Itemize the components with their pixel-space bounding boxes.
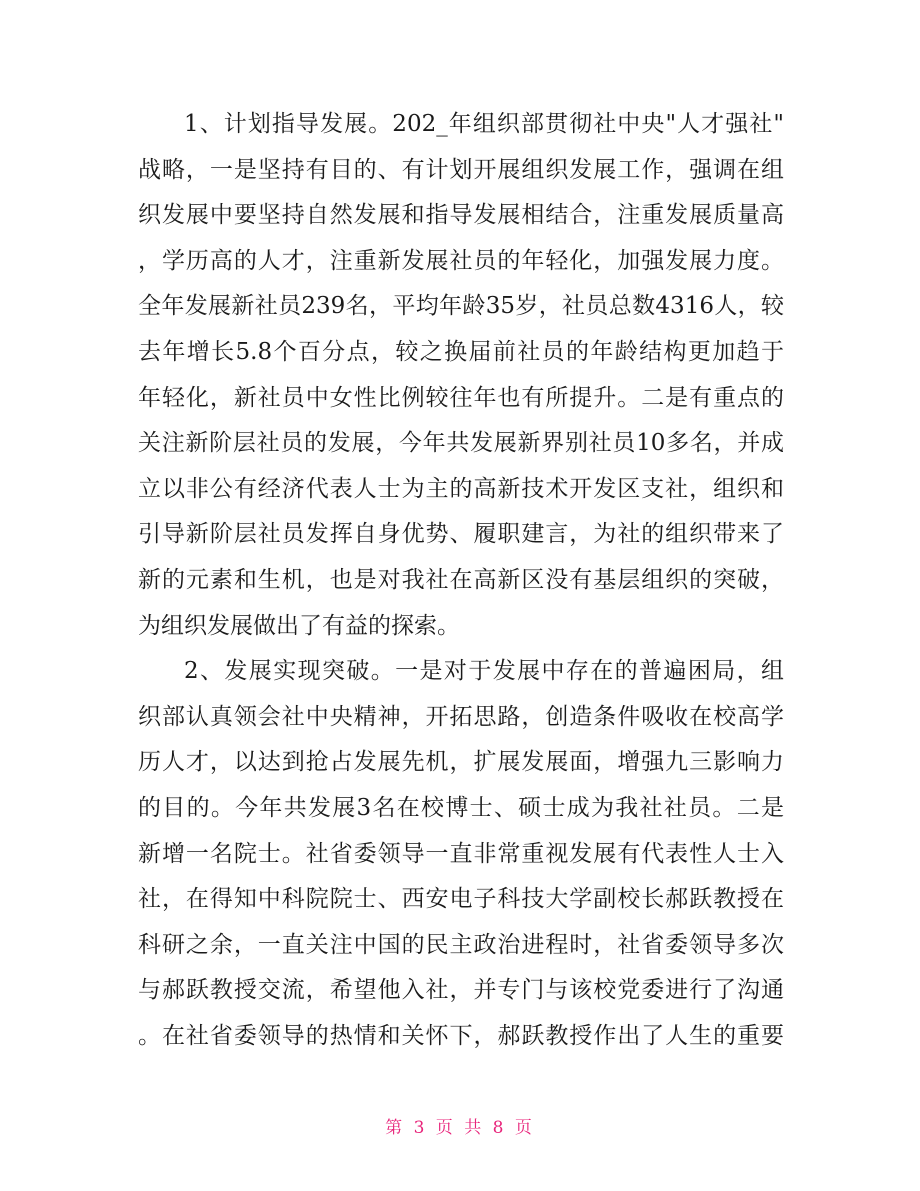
text-line: 织部认真领会社中央精神，开拓思路，创造条件吸收在校高学 — [138, 703, 784, 730]
text-line: 的目的。今年共发展3名在校博士、硕士成为我社社员。二是 — [138, 794, 784, 821]
paragraph-2 — [138, 649, 784, 1059]
text-line: 战略，一是坚持有目的、有计划开展组织发展工作，强调在组 — [138, 156, 784, 183]
body-text — [138, 102, 784, 1059]
text-line: 社，在得知中科院院士、西安电子科技大学副校长郝跃教授在 — [138, 886, 784, 913]
text-line: 。在社省委领导的热情和关怀下，郝跃教授作出了人生的重要 — [138, 1022, 784, 1049]
text-line: 新的元素和生机，也是对我社在高新区没有基层组织的突破， — [138, 566, 784, 593]
paragraph-1 — [138, 102, 784, 649]
text-line: 立以非公有经济代表人士为主的高新技术开发区支社，组织和 — [138, 475, 784, 502]
text-line: 与郝跃教授交流，希望他入社，并专门与该校党委进行了沟通 — [138, 977, 784, 1004]
text-line: 历人才，以达到抢占发展先机，扩展发展面，增强九三影响力 — [138, 749, 784, 776]
text-line: 新增一名院士。社省委领导一直非常重视发展有代表性人士入 — [138, 840, 784, 867]
text-line: 2、发展实现突破。一是对于发展中存在的普遍困局，组 — [184, 658, 784, 685]
text-line: 织发展中要坚持自然发展和指导发展相结合，注重发展质量高 — [138, 202, 784, 229]
text-line: 年轻化，新社员中女性比例较往年也有所提升。二是有重点的 — [138, 384, 784, 411]
text-line: 1、计划指导发展。202_年组织部贯彻社中央"人才强社" — [184, 111, 784, 137]
text-line: 为组织发展做出了有益的探索。 — [138, 612, 460, 639]
text-line: 科研之余，一直关注中国的民主政治进程时，社省委领导多次 — [138, 931, 784, 958]
text-line: 引导新阶层社员发挥自身优势、履职建言，为社的组织带来了 — [138, 521, 784, 548]
text-line: 全年发展新社员239名，平均年龄35岁，社员总数4316人，较 — [138, 293, 784, 320]
text-line: 去年增长5.8个百分点，较之换届前社员的年龄结构更加趋于 — [138, 338, 784, 365]
text-line: 关注新阶层社员的发展，今年共发展新界别社员10多名，并成 — [138, 430, 784, 457]
page-number-footer: 第 3 页 共 8 页 — [385, 1118, 535, 1138]
text-line: ，学历高的人才，注重新发展社员的年轻化，加强发展力度。 — [138, 247, 784, 274]
